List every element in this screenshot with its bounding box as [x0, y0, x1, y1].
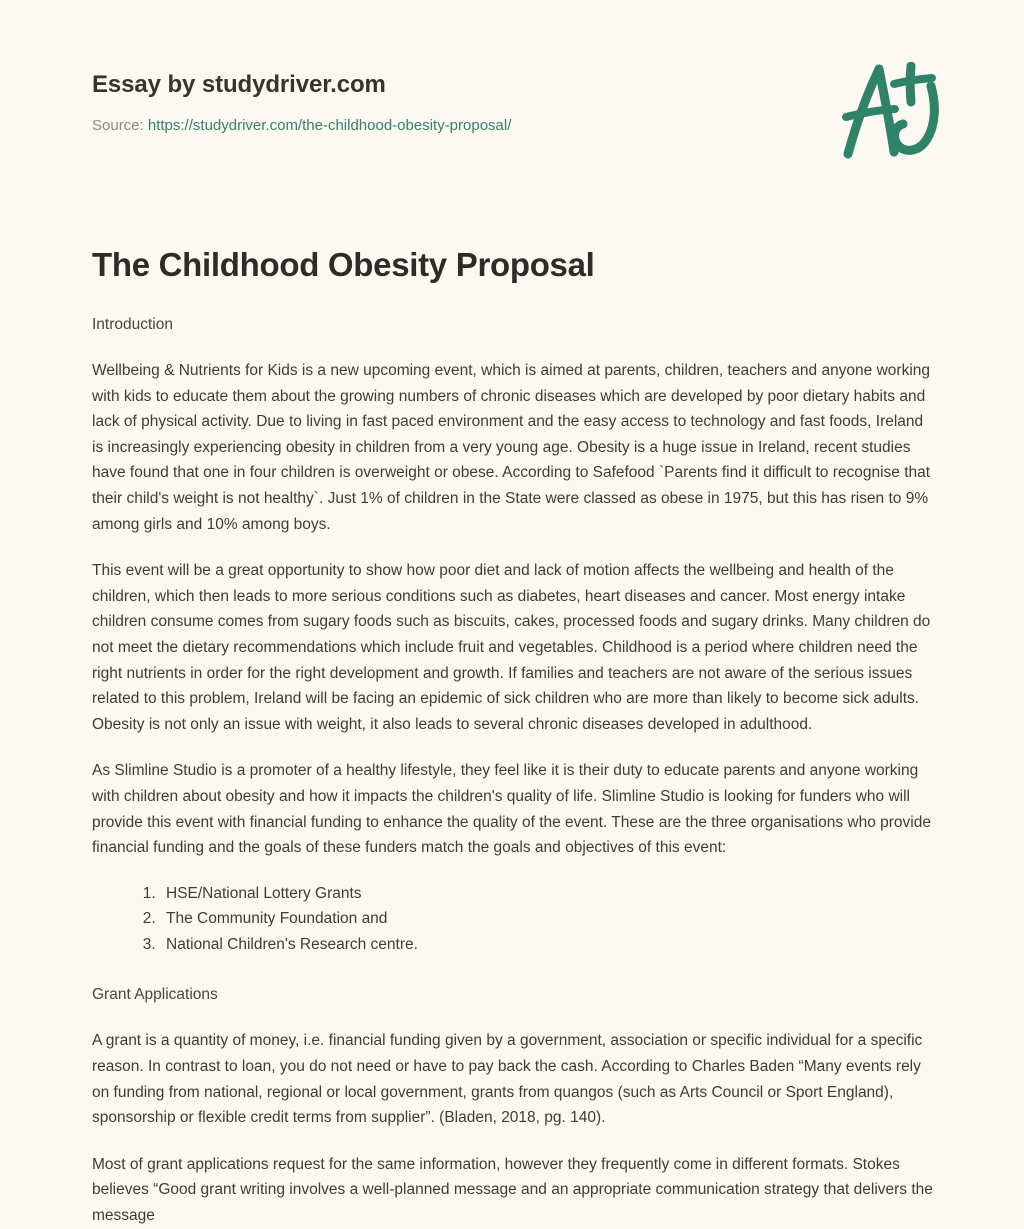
paragraph-5: Most of grant applications request for the same information, however they frequently come in different formats. Stokes believes “Good grant writing involves a well-planned message and an appropriate communication strategy that delivers the message — [92, 1155, 933, 1225]
funders-list — [92, 881, 937, 958]
paragraph-1: Wellbeing & Nutrients for Kids is a new upcoming event, which is aimed at parents, children, teachers and anyone working with kids to educate them about the growing numbers of chronic diseases which are developed by poor dietary habits and lack of physical activity. Due to living in fast paced environment and the easy access to technology and fast foods, Ireland is increasingly experiencing obesity in children from a very young age. Obesity is a huge issue in Ireland, recent studies have found that one in four children is overweight or obese. According to Safefood `Parents find it difficult to recognise that their child's weight is not healthy`. Just 1% of children in the State were classed as obese in 1975, but this has risen to 9% among girls and 10% among boys. — [92, 362, 931, 533]
page-title: The Childhood Obesity Proposal — [92, 246, 595, 283]
a-plus-logo-icon — [832, 62, 972, 172]
paragraph-4: A grant is a quantity of money, i.e. financial funding given by a government, association or specific individual for a specific reason. In contrast to loan, you do not need or have to pay back the cash. According to Charles Baden “Many events rely on funding from national, regional or local government, grants from quangos (such as Arts Council or Sport England), sponsorship or flexible credit terms from supplier”. (Bladen, 2018, pg. 140). — [92, 1032, 923, 1127]
source-line — [92, 116, 732, 136]
a-plus-logo — [832, 62, 972, 172]
source-label: Source: — [92, 117, 144, 134]
brand-block — [92, 70, 732, 136]
section-heading-grant-applications: Grant Applications — [92, 986, 218, 1004]
essay-content — [92, 243, 937, 1229]
list-item: 1. HSE/National Lottery Grants — [160, 881, 937, 907]
paragraph-3: As Slimline Studio is a promoter of a healthy lifestyle, they feel like it is their duty to educate parents and anyone working with children about obesity and how it impacts the children's quality of life. Slimline Studio is looking for funders who will provide this event with financial funding to enhance the quality of the event. These are the three organisations who provide financial funding and the goals of these funders match the goals and objectives of this event: — [92, 762, 931, 857]
list-item: 2. The Community Foundation and — [160, 906, 937, 932]
paragraph-2: This event will be a great opportunity to show how poor diet and lack of motion affects the wellbeing and health of the children, which then leads to more serious conditions such as diabetes, heart diseases and cancer. Most energy intake children consume comes from sugary foods such as biscuits, cakes, processed foods and sugary drinks. Many children do not meet the dietary recommendations which include fruit and vegetables. Childhood is a period where children need the right nutrients in order for the right development and growth. If families and teachers are not aware of the serious issues related to this problem, Ireland will be facing an epidemic of sick children who are more than likely to become sick adults. Obesity is not only an issue with weight, it also leads to several chronic diseases developed in adulthood. — [92, 562, 931, 733]
section-heading-introduction: Introduction — [92, 316, 173, 333]
page-header — [0, 0, 1024, 200]
list-item: 3. National Children's Research centre. — [160, 932, 937, 958]
brand-title: Essay by studydriver.com — [92, 71, 386, 98]
source-url-link[interactable]: https://studydriver.com/the-childhood-obesity-proposal/ — [147, 117, 512, 134]
